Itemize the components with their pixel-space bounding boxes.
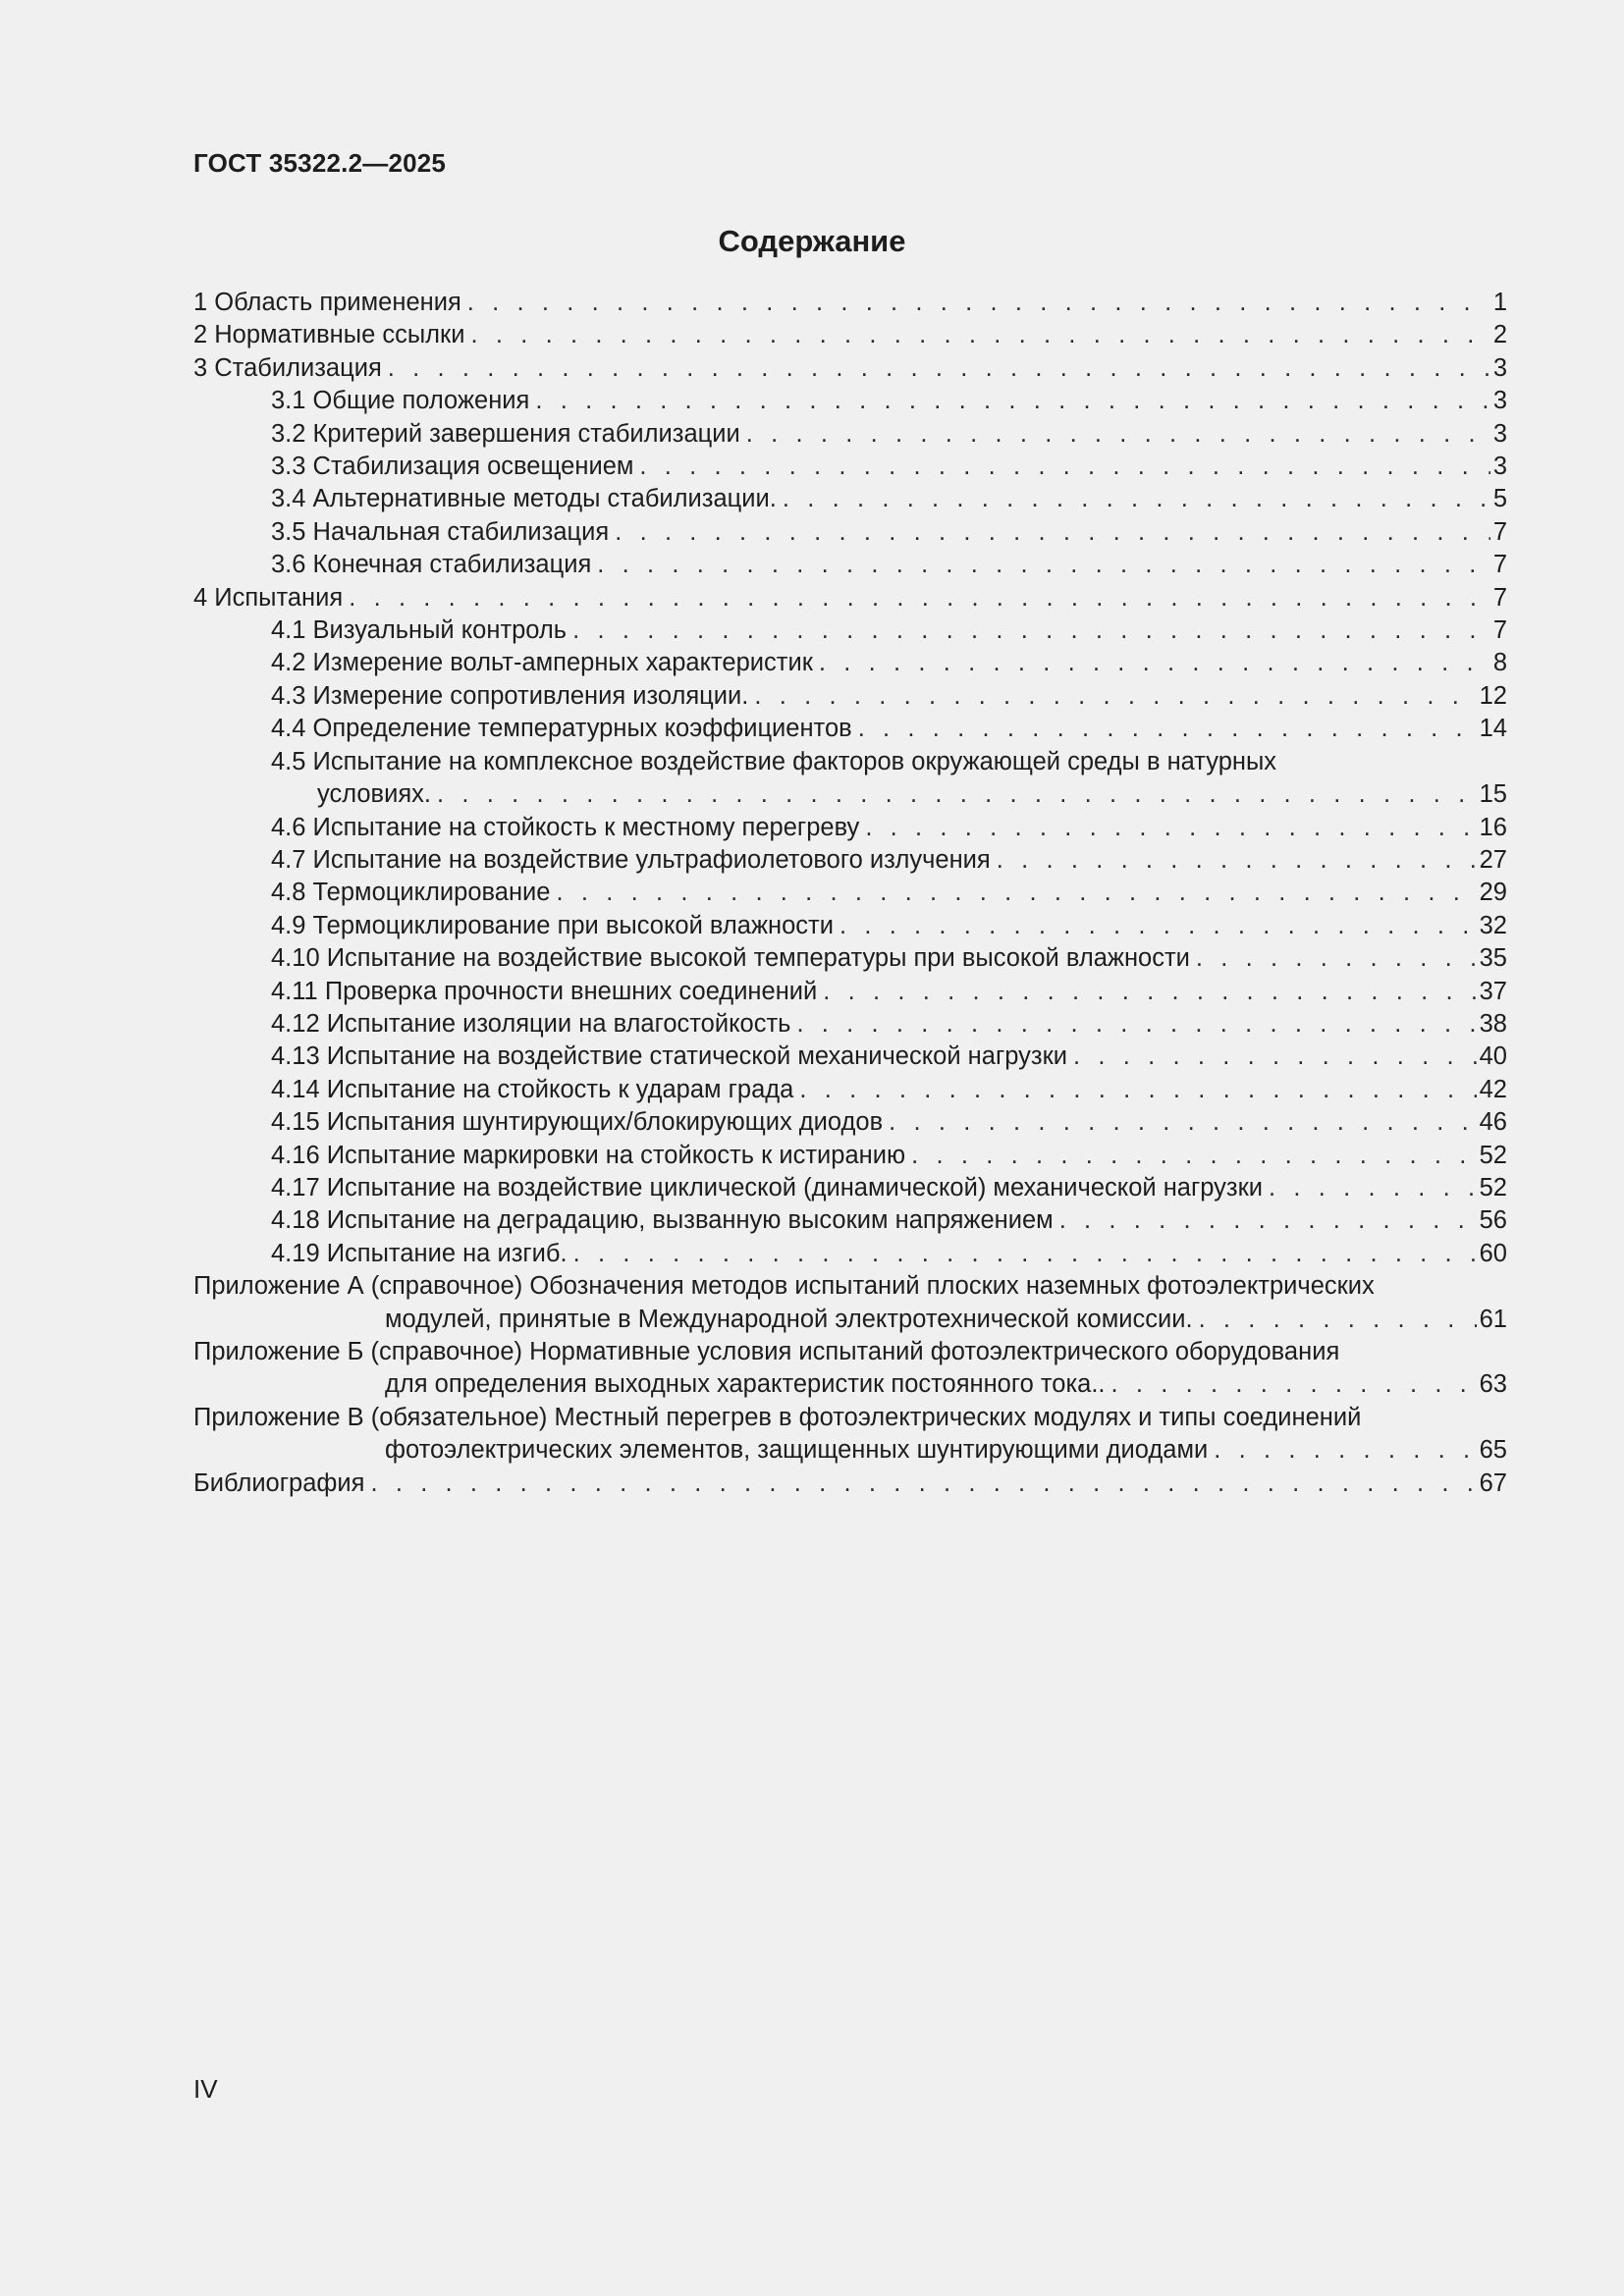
toc-entry-title: 3.3 Стабилизация освещением (271, 453, 634, 481)
toc-entry-title: условиях. (317, 780, 431, 809)
toc-entry-line (193, 1368, 1507, 1401)
toc-dot-leader (865, 812, 1476, 844)
toc-entry-line (271, 385, 1507, 417)
toc-entry[interactable] (193, 352, 1507, 385)
toc-title: Содержание (718, 224, 906, 258)
toc-entry[interactable] (193, 910, 1507, 942)
toc-dot-leader (796, 1008, 1476, 1041)
toc-entry-title: 4.3 Измерение сопротивления изоляции. (271, 681, 749, 710)
toc-page-number: 56 (1479, 1206, 1507, 1235)
toc-page-number: 7 (1492, 517, 1507, 546)
toc-page-number: 32 (1479, 911, 1507, 939)
toc-dot-leader (1111, 1368, 1477, 1401)
toc-page-number: 2 (1492, 321, 1507, 349)
toc-entry-title: 4.16 Испытание маркировки на стойкость к истиранию (271, 1141, 906, 1169)
toc-entry[interactable] (193, 1140, 1507, 1172)
toc-entry[interactable] (193, 942, 1507, 975)
toc-entry-line (271, 516, 1507, 549)
toc-page-number: 61 (1479, 1305, 1507, 1333)
toc-entry-line (271, 418, 1507, 451)
toc-entry-title: 4.8 Термоциклирование (271, 879, 551, 907)
toc-entry-line (193, 582, 1507, 614)
toc-entry[interactable] (193, 287, 1507, 319)
toc-dot-leader (823, 976, 1476, 1008)
toc-dot-leader (573, 1238, 1477, 1270)
toc-entry-title: 4.5 Испытание на комплексное воздействие факторов окружающей среды в натурных (271, 747, 1277, 775)
toc-entry-line (271, 451, 1507, 483)
toc-entry-line (193, 352, 1507, 385)
toc-entry-line (271, 1074, 1507, 1106)
toc-dot-leader (639, 451, 1489, 483)
toc-entry-title: 4.2 Измерение вольт-амперных характеристик (271, 649, 813, 677)
toc-entry-title: 4.10 Испытание на воздействие высокой температуры при высокой влажности (271, 944, 1190, 973)
toc-entry-title: 4.19 Испытание на изгиб. (271, 1239, 568, 1267)
toc-page-number: 7 (1492, 616, 1507, 645)
toc-dot-leader (783, 483, 1490, 515)
toc-entry[interactable] (193, 812, 1507, 844)
toc-page-number: 42 (1479, 1075, 1507, 1103)
toc-entry-line (271, 1140, 1507, 1172)
toc-page-number: 14 (1479, 715, 1507, 743)
toc-page-number: 60 (1479, 1239, 1507, 1267)
toc-dot-leader (1214, 1434, 1476, 1467)
toc-entry-line (193, 1434, 1507, 1467)
toc-entry-line (271, 1172, 1507, 1204)
toc-entry-line (271, 549, 1507, 581)
toc-dot-leader (437, 778, 1477, 811)
toc-entry-line (271, 483, 1507, 515)
toc-entry-line (271, 614, 1507, 647)
toc-page-number: 7 (1492, 551, 1507, 579)
toc-entry[interactable] (193, 1106, 1507, 1139)
toc-entry-line (271, 910, 1507, 942)
toc-entry[interactable] (193, 516, 1507, 549)
toc-entry-title: Приложение В (обязательное) Местный перегрев в фотоэлектрических модулях и типы соединений (193, 1403, 1362, 1431)
toc-dot-leader (1269, 1172, 1477, 1204)
toc-dot-leader (1196, 942, 1477, 975)
toc-entry[interactable] (193, 1336, 1507, 1402)
toc-dot-leader (839, 910, 1477, 942)
toc-entry[interactable] (193, 1074, 1507, 1106)
toc-entry-line (193, 287, 1507, 319)
toc-entry[interactable] (193, 418, 1507, 451)
toc-entry[interactable] (193, 1041, 1507, 1073)
toc-entry-title: 4 Испытания (193, 583, 344, 612)
toc-entry-title: 4.4 Определение температурных коэффициентов (271, 715, 852, 743)
toc-entry[interactable] (193, 483, 1507, 515)
toc-page-number: 35 (1479, 944, 1507, 973)
toc-dot-leader (754, 680, 1476, 713)
toc-entry-line (271, 844, 1507, 877)
toc-entry-line (193, 1304, 1507, 1336)
toc-entry-title: 3.2 Критерий завершения стабилизации (271, 419, 740, 448)
toc-page-number: 29 (1479, 879, 1507, 907)
toc-dot-leader (597, 549, 1490, 581)
page-number: IV (193, 2074, 218, 2104)
toc-entry-line (271, 713, 1507, 745)
toc-dot-leader (349, 582, 1490, 614)
toc-entry-line (271, 1008, 1507, 1041)
toc-dot-leader (889, 1106, 1476, 1139)
toc-page-number: 40 (1479, 1042, 1507, 1071)
toc-entry-title: 4.9 Термоциклирование при высокой влажности (271, 911, 834, 939)
toc-entry-line (271, 680, 1507, 713)
toc-dot-leader (858, 713, 1477, 745)
toc-entry[interactable] (193, 976, 1507, 1008)
toc-page-number: 46 (1479, 1108, 1507, 1137)
toc-dot-leader (467, 287, 1490, 319)
toc-entry[interactable] (193, 614, 1507, 647)
toc-page-number: 3 (1492, 387, 1507, 415)
toc-entry-title: 4.1 Визуальный контроль (271, 616, 568, 645)
toc-entry-title: 4.7 Испытание на воздействие ультрафиолетового излучения (271, 845, 991, 874)
toc-page-number: 3 (1492, 419, 1507, 448)
toc-entry-title: фотоэлектрических элементов, защищенных шунтирующими диодами (385, 1436, 1209, 1465)
toc-entry[interactable] (193, 647, 1507, 679)
toc-dot-leader (911, 1140, 1477, 1172)
toc-dot-leader (746, 418, 1490, 451)
toc-entry-title: 4.6 Испытание на стойкость к местному перегреву (271, 813, 860, 841)
toc-dot-leader (1073, 1041, 1477, 1073)
toc-entry-line (271, 877, 1507, 909)
toc-entry[interactable] (193, 713, 1507, 745)
toc-entry-title: 4.15 Испытания шунтирующих/блокирующих диодов (271, 1108, 884, 1137)
toc-entry-title: Приложение А (справочное) Обозначения методов испытаний плоских наземных фотоэлектрических (193, 1272, 1375, 1301)
document-code: ГОСТ 35322.2—2025 (193, 148, 447, 178)
toc-dot-leader (819, 647, 1490, 679)
toc-page-number: 8 (1492, 649, 1507, 677)
toc-entry[interactable] (193, 582, 1507, 614)
toc-entry-title: 4.11 Проверка прочности внешних соединений (271, 977, 818, 1005)
toc-entry-line (271, 778, 1507, 811)
toc-page-number: 7 (1492, 583, 1507, 612)
toc-entry-title: Приложение Б (справочное) Нормативные условия испытаний фотоэлектрического оборудования (193, 1338, 1340, 1365)
toc-page-number: 5 (1492, 485, 1507, 513)
toc-entry[interactable] (193, 1402, 1507, 1468)
toc-dot-leader (370, 1468, 1476, 1500)
toc-entry-line (193, 1468, 1507, 1500)
toc-page-number: 63 (1479, 1370, 1507, 1399)
toc-dot-leader (615, 516, 1490, 549)
toc-page-number: 12 (1479, 681, 1507, 710)
toc-entry-title: 3.4 Альтернативные методы стабилизации. (271, 485, 777, 513)
toc-entry[interactable] (193, 1270, 1507, 1336)
toc-page-number: 1 (1492, 289, 1507, 316)
toc-entry-line (271, 1041, 1507, 1073)
toc-entry-title: 4.17 Испытание на воздействие циклической (динамической) механической нагрузки (271, 1173, 1264, 1201)
toc-page-number: 27 (1479, 845, 1507, 874)
toc-entry-title: 3.1 Общие положения (271, 387, 530, 415)
toc-page-number: 65 (1479, 1436, 1507, 1465)
toc-entry[interactable] (193, 1008, 1507, 1041)
toc-entry-title: 3.5 Начальная стабилизация (271, 517, 610, 546)
toc-entry-title: Библиография (193, 1468, 365, 1497)
toc-page-number: 38 (1479, 1009, 1507, 1038)
toc-entry[interactable] (193, 1204, 1507, 1237)
toc-entry-line (271, 812, 1507, 844)
toc-dot-leader (799, 1074, 1476, 1106)
toc-entry[interactable] (193, 385, 1507, 417)
toc-entry-title: для определения выходных характеристик постоянного тока.. (385, 1370, 1106, 1399)
toc-page-number: 3 (1492, 453, 1507, 481)
toc-entry[interactable] (193, 549, 1507, 581)
toc-entry-line (193, 319, 1507, 351)
toc-entry[interactable] (193, 844, 1507, 877)
toc-entry-title: 4.13 Испытание на воздействие статической механической нагрузки (271, 1042, 1067, 1071)
toc-entry-line (271, 746, 1507, 778)
toc-entry-line (271, 647, 1507, 679)
toc-entry-line (271, 976, 1507, 1008)
toc-entry-title: 4.12 Испытание изоляции на влагостойкость (271, 1009, 791, 1038)
toc-dot-leader (997, 844, 1477, 877)
toc-page-number: 3 (1492, 353, 1507, 382)
toc-entry-title: 4.18 Испытание на деградацию, вызванную высоким напряжением (271, 1206, 1054, 1235)
toc-entry-title: 4.14 Испытание на стойкость к ударам града (271, 1075, 794, 1103)
toc-page-number: 52 (1479, 1173, 1507, 1201)
toc-entry-line (193, 1336, 1507, 1368)
toc-entry-title: модулей, принятые в Международной электротехнической комиссии. (385, 1305, 1193, 1333)
toc-entry[interactable] (193, 319, 1507, 351)
toc-dot-leader (388, 352, 1490, 385)
toc-entry-line (271, 1238, 1507, 1270)
toc-entry-title: 3.6 Конечная стабилизация (271, 551, 592, 579)
toc-dot-leader (556, 877, 1476, 909)
toc-entry[interactable] (193, 1172, 1507, 1204)
toc-entry-title: 1 Область применения (193, 289, 461, 316)
toc-entry-line (271, 1204, 1507, 1237)
table-of-contents (193, 287, 1507, 1500)
toc-entry-title: 2 Нормативные ссылки (193, 321, 465, 349)
toc-entry-line (271, 942, 1507, 975)
toc-dot-leader (572, 614, 1490, 647)
toc-entry[interactable] (193, 451, 1507, 483)
toc-dot-leader (535, 385, 1489, 417)
toc-entry[interactable] (193, 1468, 1507, 1500)
toc-dot-leader (1199, 1304, 1477, 1336)
toc-page-number: 67 (1479, 1468, 1507, 1497)
toc-entry-title: 3 Стабилизация (193, 353, 382, 382)
toc-dot-leader (1059, 1204, 1477, 1237)
toc-page-number: 15 (1479, 780, 1507, 809)
toc-entry[interactable] (193, 877, 1507, 909)
toc-page-number: 16 (1479, 813, 1507, 841)
toc-entry-line (271, 1106, 1507, 1139)
toc-entry[interactable] (193, 1238, 1507, 1270)
toc-dot-leader (470, 319, 1489, 351)
toc-entry-line (193, 1270, 1507, 1303)
toc-entry[interactable] (193, 680, 1507, 713)
toc-page-number: 52 (1479, 1141, 1507, 1169)
toc-entry[interactable] (193, 746, 1507, 812)
toc-page-number: 37 (1479, 977, 1507, 1005)
toc-entry-line (193, 1402, 1507, 1434)
